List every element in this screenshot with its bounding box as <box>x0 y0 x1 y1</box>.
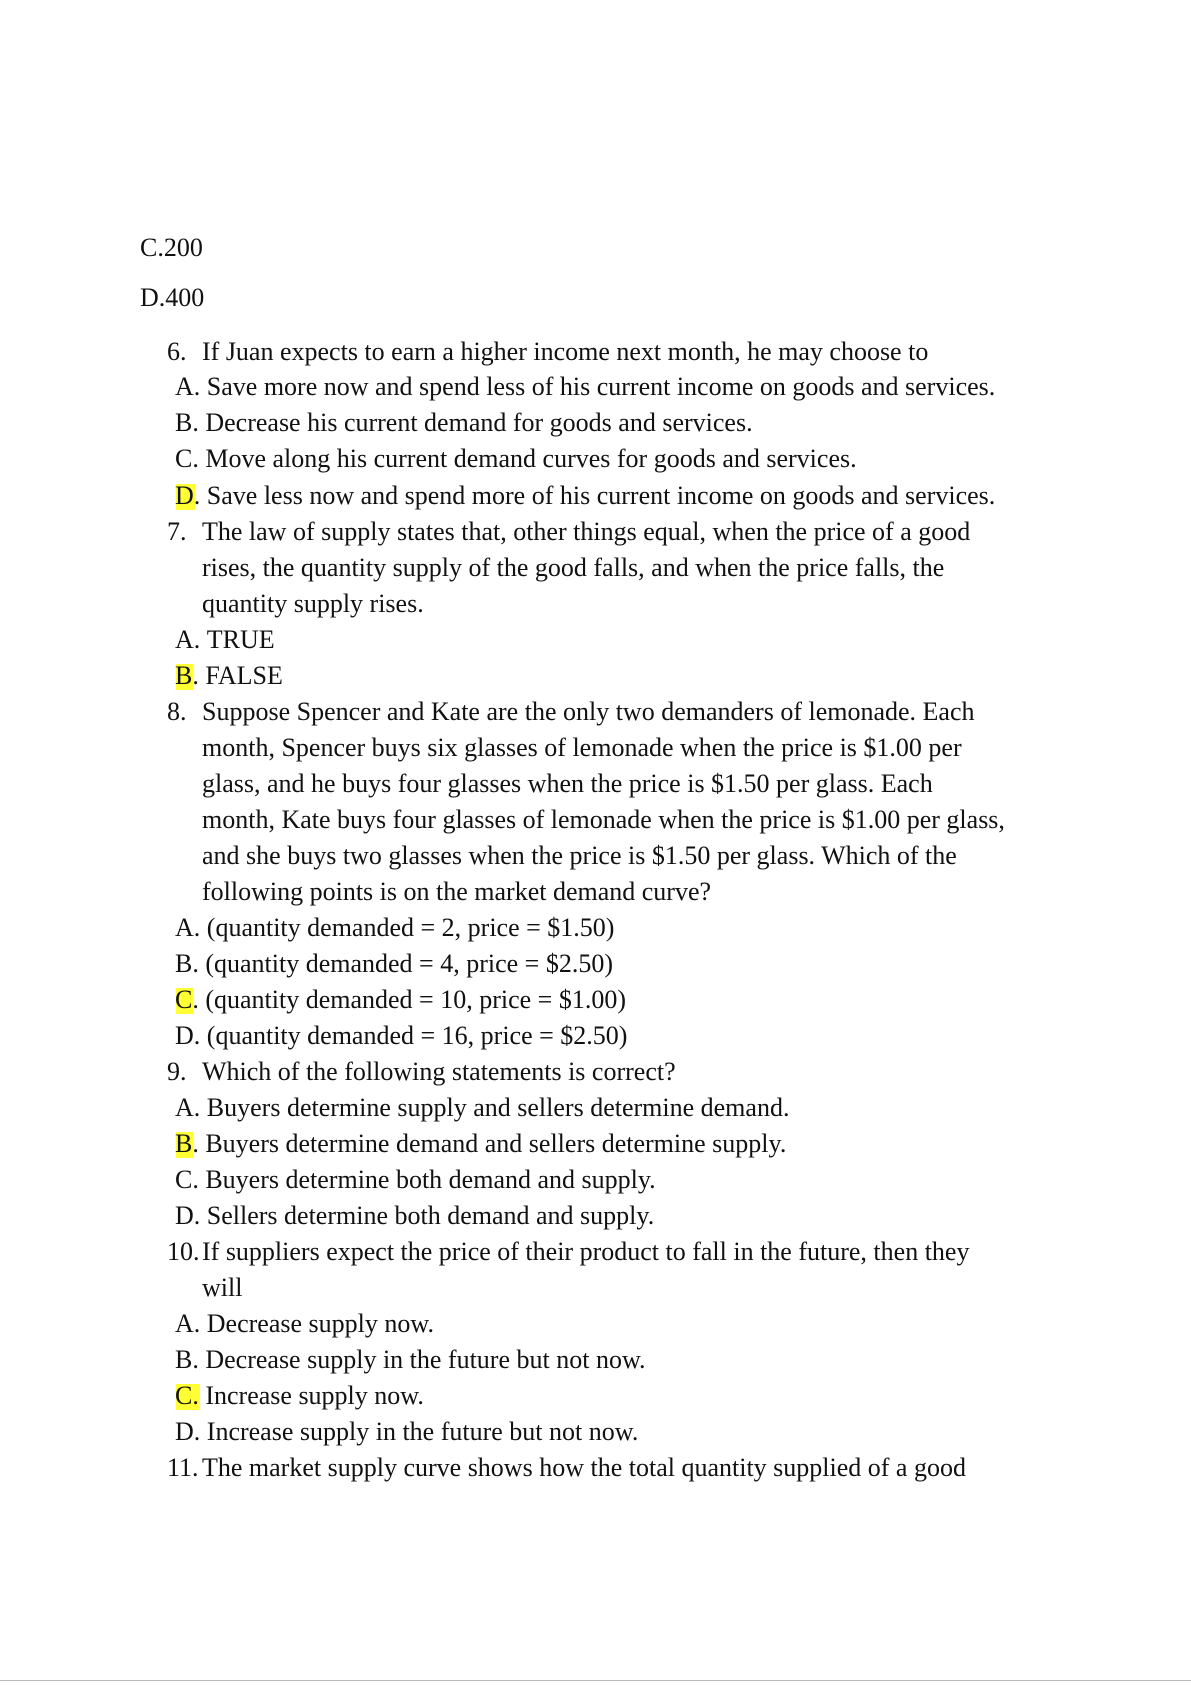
option-letter-highlighted: B <box>175 661 193 690</box>
option-letter: A. <box>175 913 201 942</box>
option-b: B. Buyers determine demand and sellers determine supply. <box>175 1129 787 1158</box>
option-c: C. (quantity demanded = 10, price = $1.00) <box>175 985 627 1014</box>
option-letter: B. <box>175 1345 199 1374</box>
question-text: If Juan expects to earn a higher income next month, he may choose to <box>202 337 929 366</box>
question-text: following points is on the market demand curve? <box>202 877 712 906</box>
question-text: If suppliers expect the price of their product to fall in the future, then they <box>202 1237 970 1266</box>
option-d: D. (quantity demanded = 16, price = $2.50) <box>175 1021 628 1050</box>
question-text: month, Spencer buys six glasses of lemonade when the price is $1.00 per <box>202 733 962 762</box>
option-c: C. Increase supply now. <box>175 1381 424 1410</box>
question-number: 8. <box>167 697 187 726</box>
prev-option-c: C.200 <box>140 233 203 262</box>
option-d: D. Save less now and spend more of his current income on goods and services. <box>175 481 996 510</box>
option-c: C. Move along his current demand curves for goods and services. <box>175 444 857 473</box>
option-letter: B. <box>175 949 199 978</box>
option-letter: A. <box>175 625 201 654</box>
option-a: A. (quantity demanded = 2, price = $1.50) <box>175 913 615 942</box>
question-text: quantity supply rises. <box>202 589 424 618</box>
question-text: The law of supply states that, other things equal, when the price of a good <box>202 517 971 546</box>
option-b: B. Decrease supply in the future but not now. <box>175 1345 646 1374</box>
question-text: month, Kate buys four glasses of lemonade when the price is $1.00 per glass, <box>202 805 1005 834</box>
option-a: A. TRUE <box>175 625 275 654</box>
option-letter: A. <box>175 1309 201 1338</box>
option-d: D. Increase supply in the future but not now. <box>175 1417 639 1446</box>
question-number: 9. <box>167 1057 187 1086</box>
option-letter-highlighted: D <box>175 481 194 510</box>
option-letter: C. <box>175 444 199 473</box>
option-a: A. Save more now and spend less of his current income on goods and services. <box>175 372 996 401</box>
option-letter: B. <box>175 408 199 437</box>
option-letter: D. <box>175 1417 201 1446</box>
question-text: will <box>202 1273 243 1302</box>
option-b: B. (quantity demanded = 4, price = $2.50) <box>175 949 614 978</box>
question-text: and she buys two glasses when the price is $1.50 per glass. Which of the <box>202 841 957 870</box>
option-a: A. Buyers determine supply and sellers determine demand. <box>175 1093 790 1122</box>
option-b: B. FALSE <box>175 661 283 690</box>
question-number: 6. <box>167 337 187 366</box>
option-letter: D. <box>175 1201 201 1230</box>
option-a: A. Decrease supply now. <box>175 1309 434 1338</box>
option-letter: A. <box>175 372 201 401</box>
option-letter-highlighted: C. <box>175 1381 199 1410</box>
option-letter: D. <box>175 1021 201 1050</box>
question-text: glass, and he buys four glasses when the price is $1.50 per glass. Each <box>202 769 933 798</box>
question-text: rises, the quantity supply of the good falls, and when the price falls, the <box>202 553 945 582</box>
option-letter: A. <box>175 1093 201 1122</box>
question-text: Suppose Spencer and Kate are the only two demanders of lemonade. Each <box>202 697 975 726</box>
option-d: D. Sellers determine both demand and supply. <box>175 1201 655 1230</box>
question-text: Which of the following statements is correct? <box>202 1057 676 1086</box>
option-b: B. Decrease his current demand for goods and services. <box>175 408 753 437</box>
question-text: The market supply curve shows how the total quantity supplied of a good <box>202 1453 966 1482</box>
question-number: 10. <box>167 1237 200 1266</box>
question-number: 7. <box>167 517 187 546</box>
option-letter-highlighted: C <box>175 985 193 1014</box>
prev-option-d: D.400 <box>140 283 205 312</box>
option-letter: C. <box>175 1165 199 1194</box>
option-c: C. Buyers determine both demand and supply. <box>175 1165 656 1194</box>
page-bottom-divider <box>0 1680 1191 1681</box>
question-number: 11. <box>167 1453 199 1482</box>
option-letter-highlighted: B <box>175 1129 193 1158</box>
